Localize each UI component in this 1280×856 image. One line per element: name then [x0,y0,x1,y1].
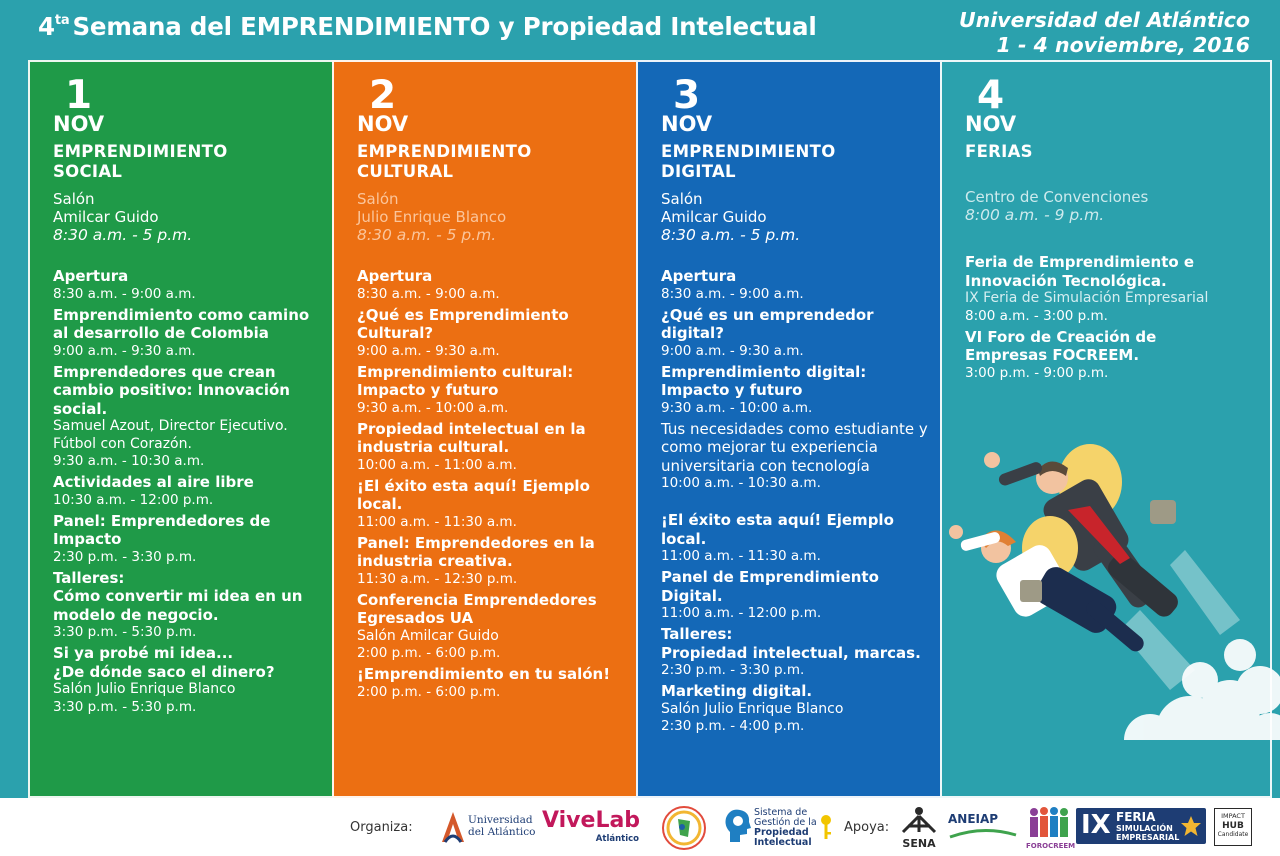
sena-logo [898,806,940,848]
day-venue: Centro de Convenciones [965,188,1149,206]
agenda-item-time: 2:00 p.m. - 6:00 p.m. [357,683,501,700]
pi-line3: Propiedad [754,827,809,838]
agenda-item [357,306,624,360]
agenda-item-title: Panel: Emprendedores de Impacto [53,511,271,548]
agenda-item-title: Panel: Emprendedores en la industria creativa. [357,533,595,570]
agenda-item [661,682,928,735]
agenda-item-time: 3:30 p.m. - 5:30 p.m. [53,698,197,715]
head-key-icon [724,808,752,844]
agenda-item-desc: Salón Amilcar Guido [357,627,499,644]
agenda-item-title: Emprendimiento cultural: Impacto y futuro [357,362,574,399]
agenda-list [661,267,928,735]
agenda-item-title: Conferencia Emprendedores Egresados UA [357,590,597,627]
agenda-item-title: Talleres: Propiedad intelectual, marcas. [661,625,921,662]
agenda-item-time: 2:30 p.m. - 4:00 p.m. [661,718,805,734]
aneiap-swoosh-icon [948,827,1018,841]
agenda-item-desc: Samuel Azout, Director Ejecutivo. Fútbol con Corazón. [53,418,288,452]
agenda-list [965,253,1258,382]
agenda-item-desc: IX Feria de Simulación Empresarial [965,290,1209,306]
forocreem-logo [1026,806,1076,850]
agenda-item-title: ¡El éxito esta aquí! Ejemplo local. [661,511,894,548]
day-theme: EMPRENDIMIENTO DIGITAL [661,142,836,181]
feria-line1: FERIA [1116,810,1156,824]
vivelab-logo [542,808,647,846]
agenda-item-time: 2:00 p.m. - 6:00 p.m. [357,645,501,661]
agenda-item-title: Apertura [661,267,737,285]
agenda-item-title: ¡El éxito esta aquí! Ejemplo local. [357,476,590,513]
feria-line3: EMPRESARIAL [1116,833,1180,842]
agenda-item-title: ¡Emprendimiento en tu salón! [357,665,611,683]
agenda-item-time: 11:00 a.m. - 11:30 a.m. [357,513,517,530]
forocreem-text: FOROCREEM [1026,842,1076,850]
agenda-item-title: Apertura [53,267,129,285]
day-month: NOV [965,112,1017,136]
agenda-item-title: Propiedad intelectual en la industria cultural. [357,419,586,456]
ua-logo-line2: del Atlántico [468,826,536,838]
impact-line2: HUB [1222,821,1244,831]
agenda-item-title: Marketing digital. [661,682,813,700]
flying-entrepreneurs-illustration [940,440,1280,740]
agenda-item [661,568,928,622]
ix-feria-logo [1076,808,1206,844]
agenda-gap [661,495,928,511]
university-name: Universidad del Atlántico [959,8,1250,32]
agenda-item [357,363,624,417]
agenda-item-title: ¿Qué es un emprendedor digital? [661,305,874,342]
agenda-item-desc: Salón Julio Enrique Blanco [661,700,844,717]
agenda-item-time: 9:00 a.m. - 9:30 a.m. [661,342,804,359]
day-month: NOV [357,112,409,136]
agenda-item [357,420,624,474]
header [0,0,1280,62]
agenda-item-title: Si ya probé mi idea... ¿De dónde saco el dinero? [53,644,275,681]
agenda-item [357,534,624,588]
agenda-item-time: 9:30 a.m. - 10:00 a.m. [357,399,509,416]
footer-logos-bar [0,798,1280,856]
day-venue: Salón Amilcar Guido [661,190,767,226]
agenda-item-time: 3:30 p.m. - 5:30 p.m. [53,624,197,640]
pi-line1: Sistema de [754,807,808,818]
event-dates: 1 - 4 noviembre, 2016 [996,33,1250,57]
agenda-item-time: 11:00 a.m. - 11:30 a.m. [661,548,821,564]
agenda-item-time: 10:00 a.m. - 10:30 a.m. [661,475,821,491]
day-column-2 [332,60,636,798]
day-number: 4 [977,73,1005,118]
agenda-item [357,477,624,531]
sena-emblem-icon [898,806,940,834]
agenda-item-title: Feria de Emprendimiento e Innovación Tecnológica. [965,253,1195,290]
ua-logo-line1: Universidad [468,814,533,826]
ua-emblem-icon [440,810,466,844]
agenda-item [357,591,624,663]
agenda-item [53,363,320,471]
agenda-item [53,512,320,566]
agenda-item-title: VI Foro de Creación de Empresas FOCREEM. [965,327,1157,364]
agenda-item-title: Talleres: Cómo convertir mi idea en un modelo de negocio. [53,568,303,624]
agenda-list [357,267,624,701]
agenda-item-time: 9:00 a.m. - 9:30 a.m. [53,342,196,359]
agenda-item-title: ¿Qué es Emprendimiento Cultural? [357,305,569,342]
agenda-item-time: 8:00 a.m. - 3:00 p.m. [965,307,1108,324]
agenda-item-time: 3:00 p.m. - 9:00 p.m. [965,364,1109,381]
agenda-item [661,625,928,679]
agenda-item-title: Emprendimiento digital: Impacto y futuro [661,362,867,399]
agenda-list [53,267,320,716]
agenda-item-time: 10:00 a.m. - 11:00 a.m. [357,456,517,473]
agenda-item [661,306,928,360]
agenda-item-time: 11:30 a.m. - 12:30 p.m. [357,570,518,587]
day-theme: EMPRENDIMIENTO SOCIAL [53,142,228,181]
day-theme: FERIAS [965,142,1033,161]
agenda-item-time: 9:30 a.m. - 10:00 a.m. [661,399,813,416]
day-venue-time: 8:30 a.m. - 5 p.m. [357,226,497,244]
agenda-item-time: 2:30 p.m. - 3:30 p.m. [53,548,197,565]
sena-text: SENA [902,837,936,850]
day-theme: EMPRENDIMIENTO CULTURAL [357,142,532,181]
vivelab-sub: Atlántico [595,834,639,844]
impact-line3: Candidate [1217,831,1249,838]
agenda-item [661,511,928,565]
agenda-item-time: 10:30 a.m. - 12:00 p.m. [53,491,214,508]
star-icon [1180,815,1202,837]
feria-line2: SIMULACIÓN [1116,824,1173,833]
agenda-item-time: 8:30 a.m. - 9:00 a.m. [53,285,196,302]
agenda-item-desc: Salón Julio Enrique Blanco [53,681,236,697]
agenda-item [965,328,1258,382]
agenda-item-time: 9:00 a.m. - 9:30 a.m. [357,342,500,359]
agenda-item-time: 8:30 a.m. - 9:00 a.m. [357,285,500,302]
agenda-item [661,420,928,493]
agenda-item-desc: Tus necesidades como estudiante y como mejorar tu experiencia universitaria con tecnología [661,419,928,475]
feria-number: IX [1081,810,1111,840]
universidad-atlantico-logo [440,810,536,846]
day-month: NOV [53,112,105,136]
page-title: $4^{ta}$ Semana del EMPRENDIMIENTO y Propiedad Intelectual [38,12,817,41]
day-number: 3 [673,73,701,118]
agenda-item-time: 8:30 a.m. - 9:00 a.m. [661,285,804,302]
event-info [959,8,1250,58]
agenda-item [965,253,1258,325]
agenda-item-title: Emprendimiento como camino al desarrollo de Colombia [53,305,310,342]
impact-line1: IMPACT [1221,812,1245,820]
agenda-item-title: Apertura [357,267,433,285]
key-icon [820,814,832,840]
agenda-item [53,306,320,360]
day-venue-time: 8:00 a.m. - 9 p.m. [965,206,1105,224]
agenda-item-time: 11:00 a.m. - 12:00 p.m. [661,605,822,621]
agenda-item [53,473,320,509]
agenda-item [53,569,320,642]
agenda-item [661,363,928,417]
agenda-item-title: Emprendedores que crean cambio positivo: Innovación social. [53,362,290,418]
pi-line2: Gestión de la [754,817,817,828]
agenda-item-time: 9:30 a.m. - 10:30 a.m. [53,453,205,469]
day-venue: Salón Amilcar Guido [53,190,159,226]
agenda-item-time: 2:30 p.m. - 3:30 p.m. [661,662,805,678]
people-group-icon [1026,806,1072,838]
day-column-3 [636,60,940,798]
aneiap-logo [948,812,1018,842]
impact-hub-logo [1214,808,1252,846]
emprende-circle-logo [660,805,708,851]
vivelab-name: ViveLab [542,808,641,833]
day-venue-time: 8:30 a.m. - 5 p.m. [53,226,193,244]
day-venue: Salón Julio Enrique Blanco [357,190,507,226]
apoya-label: Apoya: [844,820,890,835]
day-venue-time: 8:30 a.m. - 5 p.m. [661,226,801,244]
agenda-item [53,267,320,303]
agenda-item [661,267,928,303]
propiedad-intelectual-logo [724,808,834,848]
agenda-item [357,267,624,303]
day-column-1 [28,60,332,798]
aneiap-text: ANEIAP [948,812,999,826]
pi-line4: Intelectual [754,837,812,848]
day-month: NOV [661,112,713,136]
agenda-item [53,644,320,716]
day-number: 2 [369,73,397,118]
day-number: 1 [65,73,93,118]
organiza-label: Organiza: [350,820,413,835]
agenda-item-title: Panel de Emprendimiento Digital. [661,568,879,605]
agenda-item-title: Actividades al aire libre [53,473,254,491]
agenda-item [357,665,624,701]
